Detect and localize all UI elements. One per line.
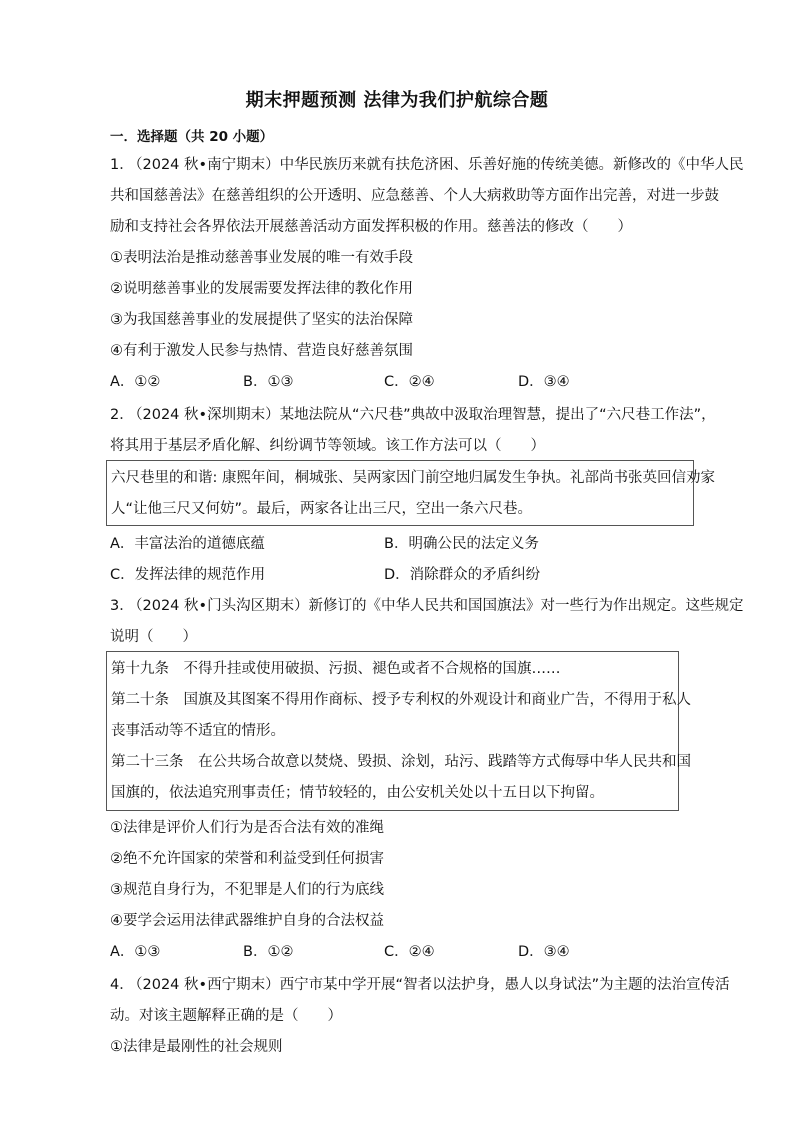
statement-item: ③为我国慈善事业的发展提供了坚实的法治保障 (110, 312, 413, 328)
statement-item: ④有利于激发人民参与热情、营造良好慈善氛围 (110, 343, 413, 359)
question-text: （2024 秋•南宁期末）中华民族历来就有扶危济困、乐善好施的传统美德。新修改的《中华人民 (128, 157, 744, 173)
statement-item: ②说明慈善事业的发展需要发挥法律的教化作用 (110, 281, 413, 297)
statement-item: ④要学会运用法律武器维护自身的合法权益 (110, 913, 384, 929)
option-c: C．发挥法律的规范作用 (110, 567, 266, 583)
question-number: 1． (110, 157, 134, 173)
material-text: 六尺巷里的和谐: 康熙年间，桐城张、吴两家因门前空地归属发生争执。礼部尚书张英回信劝家 (111, 470, 715, 486)
option-a: A．丰富法治的道德底蕴 (110, 536, 265, 552)
option-d: D．③④ (518, 944, 570, 960)
page-title: 期末押题预测 法律为我们护航综合题 (245, 90, 549, 111)
option-a: A．①② (110, 374, 161, 390)
option-d: D．③④ (518, 374, 570, 390)
statement-item: ①法律是评价人们行为是否合法有效的准绳 (110, 820, 384, 836)
option-c: C．②④ (384, 374, 435, 390)
statement-item: ②绝不允许国家的荣誉和利益受到任何损害 (110, 851, 384, 867)
law-articles-box (106, 651, 691, 811)
question-number: 2． (110, 407, 134, 423)
question-text: （2024 秋•门头沟区期末）新修订的《中华人民共和国国旗法》对一些行为作出规定。这些规定 (128, 598, 744, 614)
question-text: 励和支持社会各界依法开展慈善活动方面发挥积极的作用。慈善法的修改（ ） (110, 219, 632, 235)
question-text: （2024 秋•西宁期末）西宁市某中学开展“智者以法护身，愚人以身试法”为主题的法治宣传活 (128, 977, 730, 993)
question-text: 说明（ ） (110, 629, 197, 645)
article-text: 第二十条 国旗及其图案不得用作商标、授予专利权的外观设计和商业广告，不得用于私人 (111, 692, 691, 708)
material-box (106, 460, 715, 526)
option-a: A．①③ (110, 944, 161, 960)
option-d: D．消除群众的矛盾纠纷 (384, 567, 541, 583)
article-text: 丧事活动等不适宜的情形。 (111, 723, 285, 739)
question-text: 动。对该主题解释正确的是（ ） (110, 1008, 342, 1024)
statement-item: ①表明法治是推动慈善事业发展的唯一有效手段 (110, 250, 413, 266)
article-text: 第十九条 不得升挂或使用破损、污损、褪色或者不合规格的国旗…… (111, 661, 561, 677)
article-text: 第二十三条 在公共场合故意以焚烧、毁损、涂划，玷污、践踏等方式侮辱中华人民共和国 (111, 754, 691, 770)
option-b: B．①② (243, 944, 294, 960)
article-text: 国旗的，依法追究刑事责任；情节较轻的，由公安机关处以十五日以下拘留。 (111, 785, 604, 801)
section-heading: 一．选择题（共 20 小题） (110, 129, 274, 145)
material-text: 人“让他三尺又何妨”。最后，两家各让出三尺，空出一条六尺巷。 (111, 501, 533, 517)
option-b: B．明确公民的法定义务 (384, 536, 539, 552)
option-c: C．②④ (384, 944, 435, 960)
statement-item: ①法律是最刚性的社会规则 (110, 1039, 283, 1055)
question-text: （2024 秋•深圳期末）某地法院从“六尺巷”典故中汲取治理智慧，提出了“六尺巷工作法”， (128, 407, 716, 423)
question-number: 3． (110, 598, 134, 614)
question-text: 共和国慈善法》在慈善组织的公开透明、应急慈善、个人大病救助等方面作出完善，对进一步鼓 (110, 188, 719, 204)
option-b: B．①③ (243, 374, 294, 390)
question-number: 4． (110, 977, 134, 993)
question-text: 将其用于基层矛盾化解、纠纷调节等领域。该工作方法可以（ ） (110, 438, 545, 454)
statement-item: ③规范自身行为，不犯罪是人们的行为底线 (110, 882, 384, 898)
